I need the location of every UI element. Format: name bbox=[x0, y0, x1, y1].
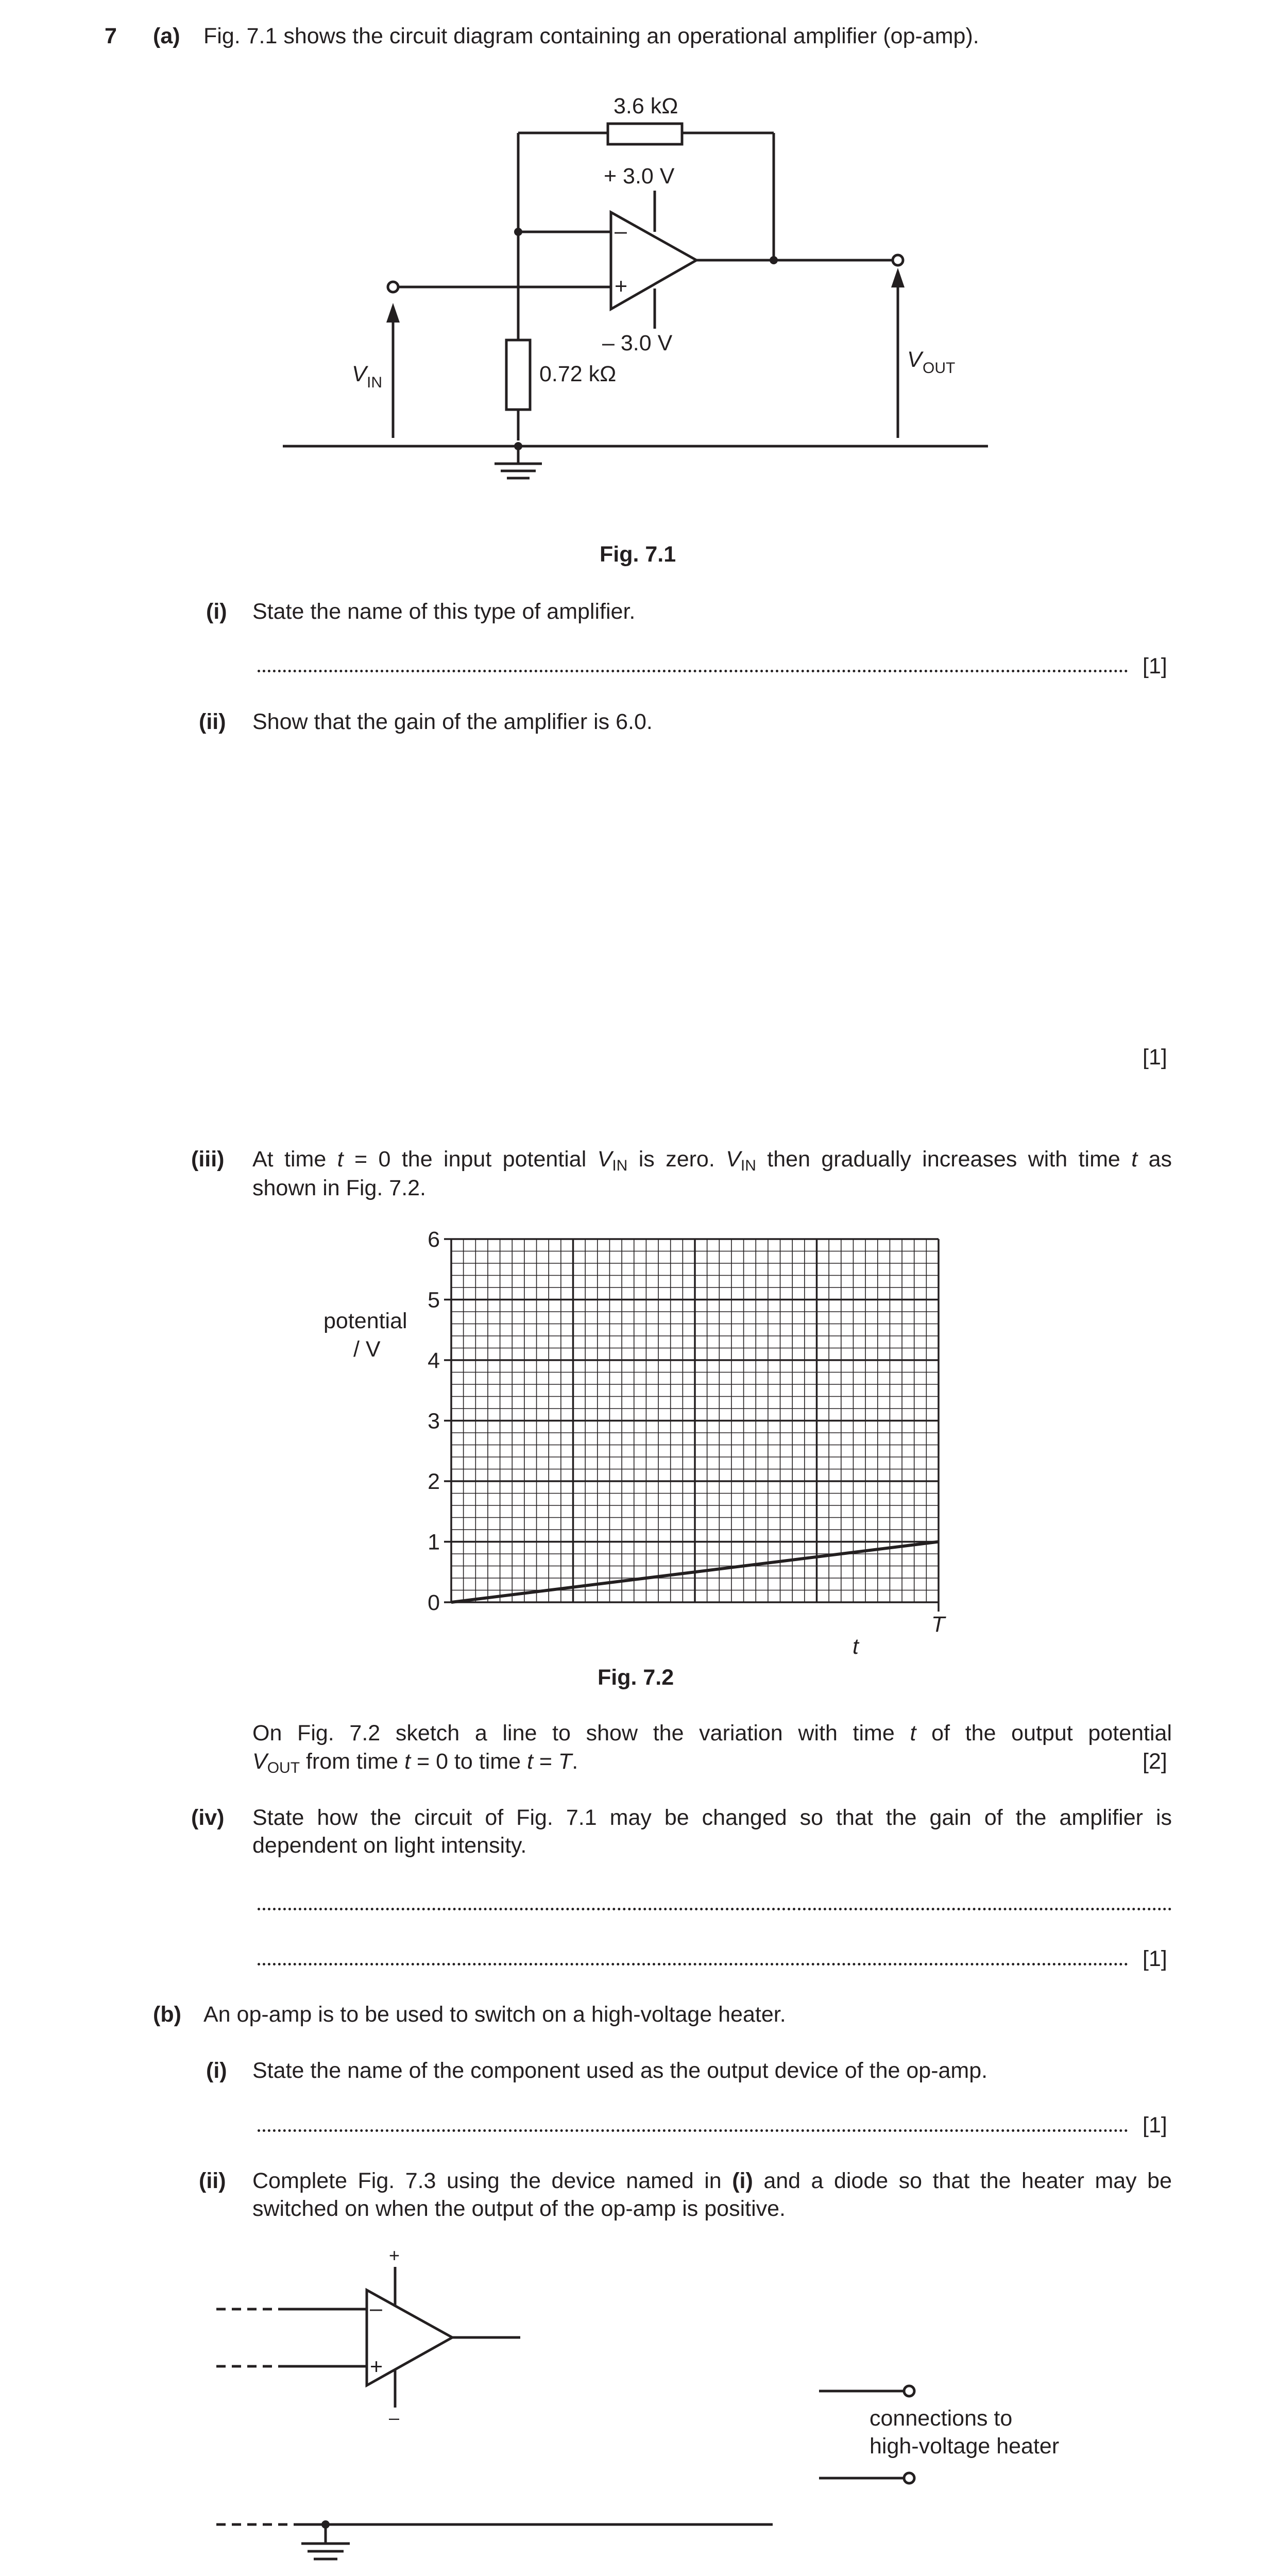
a-iii-instruction: On Fig. 7.2 sketch a line to show the variation with time t of the output potential bbox=[252, 1721, 1172, 1745]
part-a-intro: Fig. 7.1 shows the circuit diagram containing an operational amplifier (op-amp). bbox=[203, 24, 979, 48]
connections-label-2: high-voltage heater bbox=[870, 2434, 1060, 2459]
supply-pos-label: + 3.0 V bbox=[604, 164, 675, 189]
fig71-caption: Fig. 7.1 bbox=[600, 542, 676, 567]
y-tick-label: 0 bbox=[428, 1590, 440, 1615]
a-i-text: State the name of this type of amplifier. bbox=[252, 599, 636, 624]
b-i-mark: [1] bbox=[1143, 2113, 1167, 2138]
ground-resistor-label: 0.72 kΩ bbox=[539, 362, 617, 386]
b-i-text: State the name of the component used as the output device of the op-amp. bbox=[252, 2058, 988, 2083]
a-ii-mark: [1] bbox=[1143, 1045, 1167, 1070]
y-tick-label: 1 bbox=[428, 1530, 440, 1555]
a-ii-text: Show that the gain of the amplifier is 6.0. bbox=[252, 709, 653, 734]
vin-subscript: IN bbox=[367, 374, 382, 391]
b-i-label: (i) bbox=[206, 2058, 227, 2083]
a-iii-label: (iii) bbox=[191, 1147, 225, 1172]
vout-subscript: OUT bbox=[923, 360, 956, 377]
part-b-intro: An op-amp is to be used to switch on a high-voltage heater. bbox=[203, 2002, 786, 2027]
a-i-label: (i) bbox=[206, 599, 227, 624]
a-iv-text: State how the circuit of Fig. 7.1 may be changed so that the gain of the amplifier is bbox=[252, 1805, 1172, 1830]
fig73-supply-minus: – bbox=[389, 2407, 400, 2428]
connections-label-1: connections to bbox=[870, 2406, 1013, 2431]
a-iii-text: At time t = 0 the input potential $V_{IN}$ is zero. $V_{IN}$ then gradually increases with time t as bbox=[252, 1147, 1172, 1174]
supply-neg-label: – 3.0 V bbox=[602, 331, 673, 355]
noninverting-sign: + bbox=[615, 274, 628, 299]
fig73-inverting-sign: – bbox=[370, 2296, 382, 2321]
xlabel: t bbox=[853, 1634, 859, 1659]
a-iv-text-line2: dependent on light intensity. bbox=[252, 1833, 527, 1858]
y-tick-label: 6 bbox=[428, 1227, 440, 1252]
feedback-resistor-label: 3.6 kΩ bbox=[614, 94, 678, 118]
fig72-caption: Fig. 7.2 bbox=[598, 1665, 674, 1690]
a-i-answer-line[interactable] bbox=[258, 666, 1128, 672]
fig73-noninverting-sign: + bbox=[370, 2354, 383, 2379]
a-i-mark: [1] bbox=[1143, 654, 1167, 679]
y-tick-label: 5 bbox=[428, 1287, 440, 1313]
fig72-graph bbox=[0, 1185, 1278, 1659]
a-iv-mark: [1] bbox=[1143, 1946, 1167, 1971]
fig71-circuit bbox=[0, 0, 1278, 515]
a-ii-label: (ii) bbox=[199, 709, 226, 734]
vin-label: V bbox=[352, 362, 367, 386]
a-iii-mark: [2] bbox=[1143, 1749, 1167, 1774]
part-b-label: (b) bbox=[153, 2002, 181, 2027]
b-ii-label: (ii) bbox=[199, 2168, 226, 2193]
inverting-sign: – bbox=[615, 219, 627, 244]
b-ii-text: Complete Fig. 7.3 using the device named in (i) and a diode so that the heater may be bbox=[252, 2168, 1172, 2193]
y-tick-label: 4 bbox=[428, 1348, 440, 1373]
a-iv-label: (iv) bbox=[191, 1805, 225, 1830]
question-number: 7 bbox=[105, 24, 117, 48]
vout-label: V bbox=[907, 347, 922, 372]
b-i-answer-line[interactable] bbox=[258, 2125, 1128, 2132]
ylabel-line1: potential bbox=[323, 1309, 407, 1333]
a-iv-answer-line-1[interactable] bbox=[258, 1904, 1172, 1910]
y-tick-label: 3 bbox=[428, 1409, 440, 1434]
part-a-label: (a) bbox=[153, 24, 180, 48]
fig73-supply-plus: + bbox=[389, 2245, 400, 2266]
b-ii-text-line2: switched on when the output of the op-amp is positive. bbox=[252, 2196, 786, 2221]
a-iii-text-line2: shown in Fig. 7.2. bbox=[252, 1176, 427, 1200]
a-iii-instruction-line2: $V_{OUT}$ from time t = 0 to time t = T. bbox=[252, 1749, 578, 1776]
fig73-circuit bbox=[0, 2215, 1278, 2576]
x-end-label: T bbox=[931, 1612, 945, 1637]
y-tick-label: 2 bbox=[428, 1469, 440, 1494]
a-iv-answer-line-2[interactable] bbox=[258, 1959, 1128, 1965]
ylabel-line2: / V bbox=[353, 1337, 381, 1362]
